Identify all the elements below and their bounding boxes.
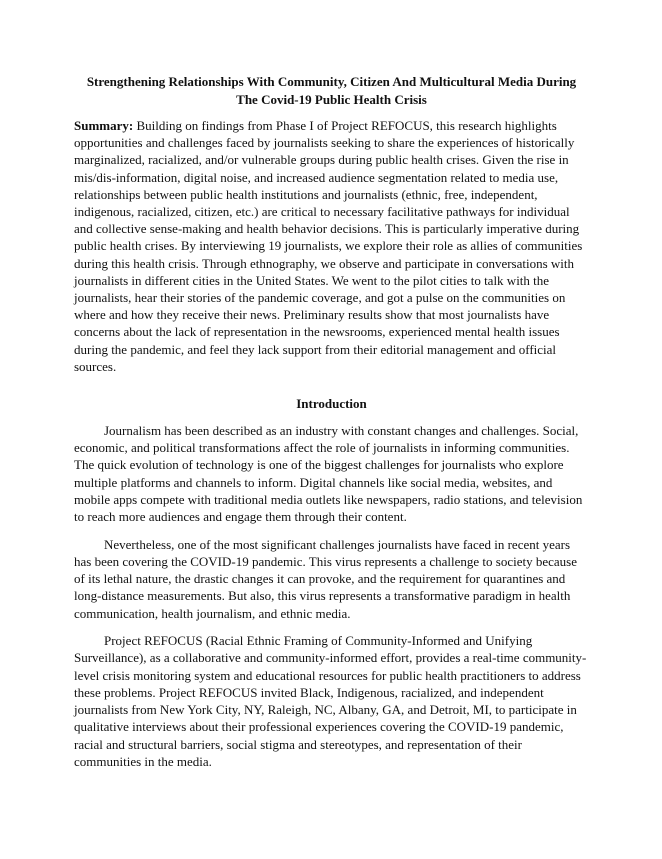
introduction-paragraph-1: Journalism has been described as an industry with constant changes and challenges. Social, economic, and political transformations affect the role of journalists in informing communities. The quick evolution of technology is one of the biggest challenges for journalists who explore multiple platforms and channels to inform. Digital channels like social media, websites, and mobile apps compete with traditional media outlets like newspapers, radio stations, and television to reach more audiences and engage them through their content. [74,423,583,525]
summary-label: Summary: [74,118,134,133]
paper-title-line-2: The Covid-19 Public Health Crisis [236,91,427,107]
summary-paragraph [74,117,589,375]
introduction-paragraph-2: Nevertheless, one of the most significant challenges journalists have faced in recent years has been covering the COVID-19 pandemic. This virus represents a challenge to society because of its lethal nature, the drastic changes it can provoke, and the requirement for quarantines and long-distance measurements. But also, this virus represents a transformative paradigm in health communication, health journalism, and ethnic media. [74,536,577,621]
summary-text: Building on findings from Phase I of Project REFOCUS, this research highlights opportunities and challenges faced by journalists seeking to share the experiences of historically marginalized, racialized, and/or vulnerable groups during public health crises. Given the rise in mis/dis-information, digital noise, and increased audience segmentation related to media use, relationships between public health institutions and journalists (ethnic, free, independent, indigenous, racialized, citizen, etc.) are critical to necessary facilitative pathways for individual and collective sense-making and health behavior decisions. This is particularly imperative during public health crises. By interviewing 19 journalists, we explore their role as allies of communities during this health crisis. Through ethnography, we observe and participate in conversations with journalists in different cities in the United States. We went to the pilot cities to talk with the journalists, hear their stories of the pandemic coverage, and got a pulse on the communities on where and how they receive their news. Preliminary results show that most journalists have concerns about the lack of representation in the newsrooms, experienced mental health issues during the pandemic, and feel they lack support from their editorial management and official sources. [74,118,583,374]
introduction-heading: Introduction [296,396,367,412]
paper-title [74,73,589,108]
paper-title-line-1: Strengthening Relationships With Community, Citizen And Multicultural Media During [86,74,577,89]
introduction-paragraph-3: Project REFOCUS (Racial Ethnic Framing of Community-Informed and Unifying Surveillance), as a collaborative and community-informed effort, provides a real-time community-level crisis monitoring system and educational resources for public health practitioners to address these problems. Project REFOCUS invited Black, Indigenous, racialized, and independent journalists from New York City, NY, Raleigh, NC, Albany, GA, and Detroit, MI, to participate in qualitative interviews about their professional experiences covering the COVID-19 pandemic, racial and structural barriers, social stigma and stereotypes, and representation of their communities in the media. [74,633,587,769]
document-body [74,73,589,780]
